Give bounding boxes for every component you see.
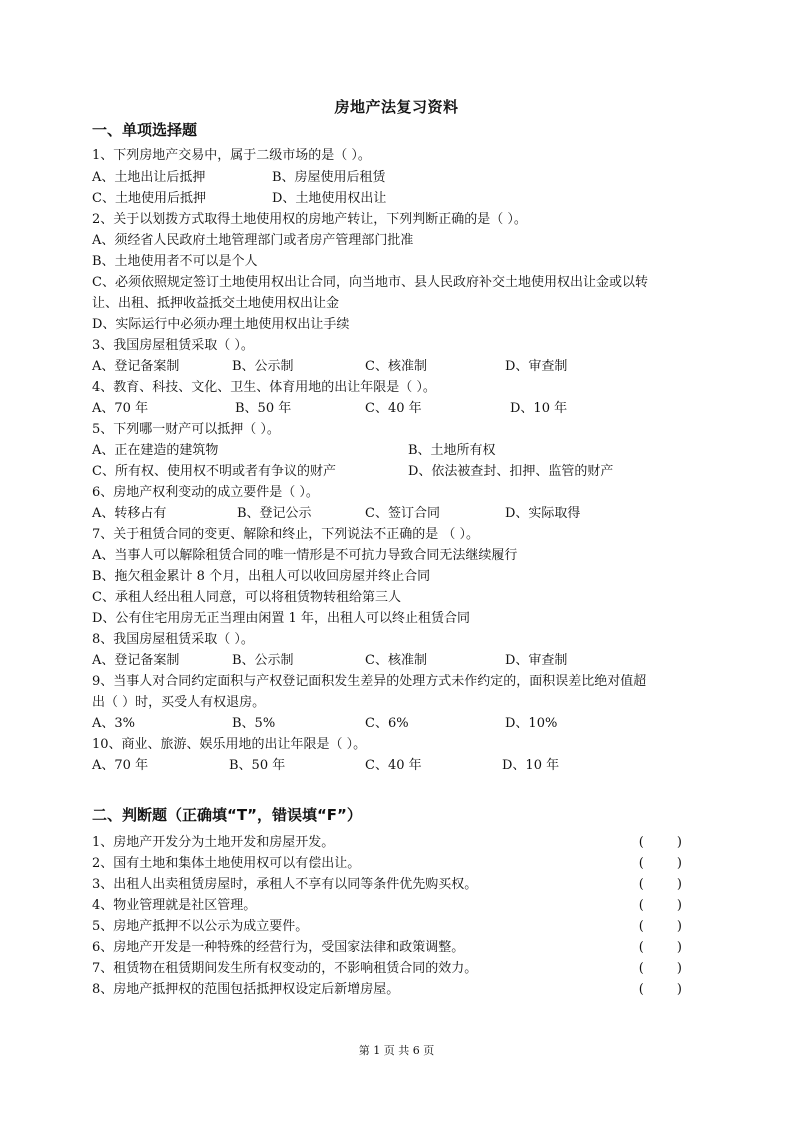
judgment-item [92,959,682,979]
question-9-continued: 出（ ）时，买受人有权退房。 [92,695,266,710]
judgment-item [92,833,682,853]
question-1: 1、下列房地产交易中，属于二级市场的是（ ）。 [92,148,371,163]
option-c: C、核准制 [365,359,427,374]
option-d: D、审查制 [505,653,568,668]
option-b: B、土地所有权 [408,443,496,458]
option-d: D、审查制 [505,359,568,374]
option-b: B、公示制 [232,359,294,374]
judgment-item [92,938,682,958]
option-c: C、40 年 [365,758,422,773]
option-c: C、土地使用后抵押 [92,191,206,206]
option-b: B、房屋使用后租赁 [272,170,386,185]
option-c: C、6% [365,716,409,731]
option-a: A、须经省人民政府土地管理部门或者房产管理部门批准 [92,233,414,248]
option-c-continued: 让、出租、抵押收益抵交土地使用权出让金 [92,296,340,311]
judgment-text: 3、出租人出卖租赁房屋时，承租人不享有以同等条件优先购买权。 [92,877,478,892]
option-d: D、实际运行中必须办理土地使用权出让手续 [92,317,350,332]
question-5: 5、下列哪一财产可以抵押（ ）。 [92,422,280,437]
option-a: A、3% [92,716,136,731]
option-d: D、依法被查封、扣押、监管的财产 [408,464,614,479]
judgment-text: 5、房地产抵押不以公示为成立要件。 [92,919,309,934]
option-a: A、登记备案制 [92,653,180,668]
question-3: 3、我国房屋租赁采取（ ）。 [92,338,254,353]
judgment-item [92,854,682,874]
judgment-item [92,896,682,916]
judgment-text: 4、物业管理就是社区管理。 [92,898,257,913]
answer-blank: ( ) [638,919,682,934]
option-c: C、签订合同 [365,506,440,521]
question-2: 2、关于以划拨方式取得土地使用权的房地产转让，下列判断正确的是（ ）。 [92,212,527,227]
answer-blank: ( ) [638,856,682,871]
option-b: B、土地使用者不可以是个人 [92,254,258,269]
option-a: A、登记备案制 [92,359,180,374]
option-d: D、公有住宅用房无正当理由闲置 1 年，出租人可以终止租赁合同 [92,611,470,626]
option-c: C、所有权、使用权不明或者有争议的财产 [92,464,336,479]
option-d: D、10 年 [502,758,560,773]
question-4: 4、教育、科技、文化、卫生、体育用地的出让年限是（ ）。 [92,380,436,395]
option-d: D、土地使用权出让 [272,191,387,206]
answer-blank: ( ) [638,940,682,955]
question-7: 7、关于租赁合同的变更、解除和终止，下列说法不正确的是 （ ）。 [92,527,480,542]
judgment-item [92,875,682,895]
option-a: A、70 年 [92,758,149,773]
option-a: A、正在建造的建筑物 [92,443,219,458]
option-a: A、土地出让后抵押 [92,170,206,185]
option-d: D、10 年 [510,401,568,416]
question-10: 10、商业、旅游、娱乐用地的出让年限是（ ）。 [92,737,367,752]
judgment-text: 6、房地产开发是一种特殊的经营行为，受国家法律和政策调整。 [92,940,465,955]
judgment-text: 1、房地产开发分为土地开发和房屋开发。 [92,835,335,850]
question-6: 6、房地产权利变动的成立要件是（ ）。 [92,485,319,500]
question-8: 8、我国房屋租赁采取（ ）。 [92,632,254,647]
judgment-item [92,917,682,937]
answer-blank: ( ) [638,961,682,976]
option-b: B、50 年 [235,401,292,416]
judgment-item [92,980,682,1000]
option-d: D、10% [505,716,558,731]
option-b: B、公示制 [232,653,294,668]
judgment-text: 8、房地产抵押权的范围包括抵押权设定后新增房屋。 [92,982,400,997]
answer-blank: ( ) [638,982,682,997]
judgment-text: 7、租赁物在租赁期间发生所有权变动的，不影响租赁合同的效力。 [92,961,478,976]
page-title: 房地产法复习资料 [334,98,459,116]
section-heading-true-false: 二、判断题（正确填“T”，错误填“F”） [92,806,362,824]
option-b: B、拖欠租金累计 8 个月，出租人可以收回房屋并终止合同 [92,569,431,584]
page-footer: 第 1 页 共 6 页 [358,1044,435,1057]
answer-blank: ( ) [638,877,682,892]
option-c: C、核准制 [365,653,427,668]
option-c: C、40 年 [365,401,422,416]
judgment-text: 2、国有土地和集体土地使用权可以有偿出让。 [92,856,361,871]
section-heading-single-choice: 一、单项选择题 [92,121,198,139]
option-c: C、承租人经出租人同意，可以将租赁物转租给第三人 [92,590,401,605]
option-b: B、5% [232,716,276,731]
answer-blank: ( ) [638,835,682,850]
option-b: B、50 年 [229,758,286,773]
option-a: A、转移占有 [92,506,167,521]
question-9: 9、当事人对合同约定面积与产权登记面积发生差异的处理方式未作约定的，面积误差比绝对值超 [92,674,647,689]
option-a: A、70 年 [92,401,149,416]
option-b: B、登记公示 [237,506,312,521]
answer-blank: ( ) [638,898,682,913]
option-c: C、必须依照规定签订土地使用权出让合同，向当地市、县人民政府补交土地使用权出让金或以转 [92,275,648,290]
option-d: D、实际取得 [505,506,581,521]
option-a: A、当事人可以解除租赁合同的唯一情形是不可抗力导致合同无法继续履行 [92,548,518,563]
